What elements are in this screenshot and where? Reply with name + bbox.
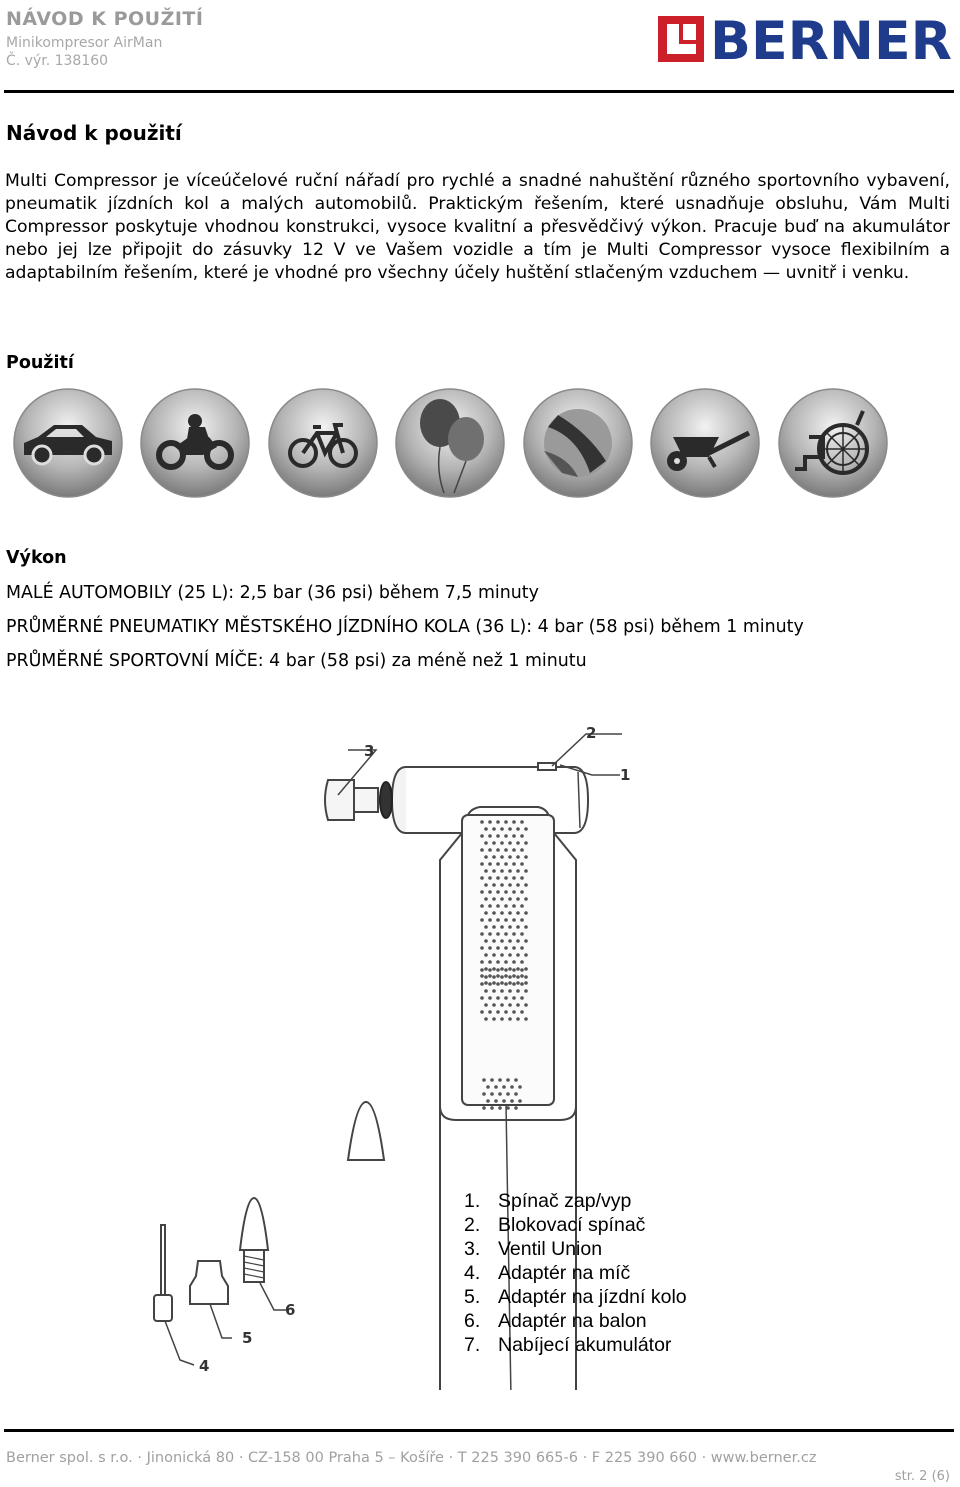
vent-dot xyxy=(488,820,492,824)
vent-dot xyxy=(500,897,504,901)
vent-dot xyxy=(512,876,516,880)
vent-dot xyxy=(496,890,500,894)
vent-dot xyxy=(508,1017,512,1021)
vent-dot xyxy=(480,946,484,950)
vent-dot xyxy=(512,968,516,972)
vent-dot xyxy=(520,974,524,978)
vent-dot xyxy=(500,1003,504,1007)
vent-dot xyxy=(496,996,500,1000)
vent-dot xyxy=(490,1106,494,1110)
vent-dot xyxy=(496,904,500,908)
vent-dot xyxy=(500,911,504,915)
vent-dot xyxy=(500,855,504,859)
vent-dot xyxy=(480,968,484,972)
vent-dot xyxy=(498,1106,502,1110)
vent-dot xyxy=(486,1085,490,1089)
vent-dot xyxy=(480,876,484,880)
vent-dot xyxy=(484,975,488,979)
section-heading-performance: Výkon xyxy=(6,548,67,568)
vent-dot xyxy=(492,939,496,943)
vent-dot xyxy=(488,982,492,986)
page-number: str. 2 (6) xyxy=(894,1469,950,1484)
vent-dot xyxy=(508,827,512,831)
vent-dot xyxy=(484,953,488,957)
vent-dot xyxy=(504,918,508,922)
balloons-icon xyxy=(396,389,504,497)
vent-dot xyxy=(480,974,484,978)
vent-dot xyxy=(504,932,508,936)
vent-dot xyxy=(524,953,528,957)
vent-dot xyxy=(492,981,496,985)
vent-dot xyxy=(516,1003,520,1007)
vent-dot xyxy=(488,946,492,950)
logo-text: BERNER xyxy=(710,14,952,64)
vent-dot xyxy=(480,834,484,838)
vent-dot xyxy=(488,996,492,1000)
vent-dot xyxy=(504,904,508,908)
callout-5: 5 xyxy=(242,1329,253,1347)
vent-dot xyxy=(524,1003,528,1007)
vent-dot xyxy=(484,1017,488,1021)
vent-dot xyxy=(488,862,492,866)
vent-dot xyxy=(504,946,508,950)
vent-dot xyxy=(508,1003,512,1007)
vent-dot xyxy=(494,1099,498,1103)
vent-dot xyxy=(480,982,484,986)
vent-dot xyxy=(504,834,508,838)
spec-line-bicycle: PRŮMĚRNÉ PNEUMATIKY MĚSTSKÉHO JÍZDNÍHO KOLA (36 L): 4 bar (58 psi) během 1 minuty xyxy=(6,617,804,637)
vent-dot xyxy=(488,968,492,972)
vent-dot xyxy=(492,975,496,979)
car-icon xyxy=(14,389,122,497)
vent-dot xyxy=(488,918,492,922)
vent-dot xyxy=(512,834,516,838)
vent-dot xyxy=(482,1092,486,1096)
vent-dot xyxy=(516,841,520,845)
vent-dot xyxy=(500,989,504,993)
vent-dot xyxy=(516,967,520,971)
vent-dot xyxy=(504,960,508,964)
vent-dot xyxy=(496,982,500,986)
vent-dot xyxy=(508,897,512,901)
callout-1: 1 xyxy=(620,766,631,784)
vent-dot xyxy=(500,1017,504,1021)
footer-divider xyxy=(4,1429,954,1432)
vent-dot xyxy=(508,869,512,873)
vent-dot xyxy=(508,841,512,845)
vent-dot xyxy=(484,981,488,985)
vent-dot xyxy=(524,827,528,831)
vent-dot xyxy=(480,1010,484,1014)
vent-dot xyxy=(480,890,484,894)
callout-6: 6 xyxy=(285,1301,296,1319)
vent-dot xyxy=(496,968,500,972)
section-heading-usage: Použití xyxy=(6,353,74,373)
vent-dot xyxy=(480,960,484,964)
ball-icon xyxy=(524,389,632,497)
vent-dot xyxy=(488,904,492,908)
vent-dot xyxy=(516,1017,520,1021)
vent-dot xyxy=(496,876,500,880)
vent-dot xyxy=(488,876,492,880)
vent-dot xyxy=(504,968,508,972)
vent-dot xyxy=(516,989,520,993)
vent-dot xyxy=(524,989,528,993)
vent-dot xyxy=(488,890,492,894)
vent-dot xyxy=(508,967,512,971)
vent-dot xyxy=(524,841,528,845)
legend-item: 5. Adaptér na jízdní kolo xyxy=(464,1286,687,1308)
vent-dot xyxy=(508,939,512,943)
vent-dot xyxy=(520,918,524,922)
vent-dot xyxy=(520,968,524,972)
vent-dot xyxy=(492,827,496,831)
wheelbarrow-icon xyxy=(651,389,759,497)
vent-dot xyxy=(512,862,516,866)
legend-item: 7. Nabíjecí akumulátor xyxy=(464,1334,672,1356)
vent-dot xyxy=(524,925,528,929)
vent-dot xyxy=(488,1010,492,1014)
vent-dot xyxy=(516,939,520,943)
document-title: NÁVOD K POUŽITÍ xyxy=(6,8,204,30)
vent-dot xyxy=(494,1085,498,1089)
vent-dot xyxy=(524,967,528,971)
vent-dot xyxy=(516,897,520,901)
vent-dot xyxy=(484,883,488,887)
vent-dot xyxy=(512,996,516,1000)
vent-dot xyxy=(524,939,528,943)
vent-dot xyxy=(490,1078,494,1082)
vent-dot xyxy=(492,869,496,873)
vent-dot xyxy=(512,982,516,986)
vent-dot xyxy=(524,975,528,979)
vent-dot xyxy=(484,925,488,929)
vent-dot xyxy=(482,1078,486,1082)
vent-dot xyxy=(512,918,516,922)
vent-dot xyxy=(486,1099,490,1103)
intro-paragraph: Multi Compressor je víceúčelové ruční nářadí pro rychlé a snadné nahuštění různého sportovního vybavení, pneumatik jízdních kol a malých automobilů. Praktickým řešením, které usnadňuje obsluhu, Vám Multi Compressor poskytuje vhodnou konstrukci, vysoce kvalitní a přesvědčivý výkon. Pracuje buď na akumulátor nebo jej lze připojit do zásuvky 12 V ve Vašem vozidle a tím je Multi Compressor vysoce flexibilním a adaptabilním řešením, které je vhodné pro všechny účely huštění stlačeným vzduchem — uvnitř i venku. xyxy=(5,171,950,283)
vent-dot xyxy=(512,960,516,964)
vent-dot xyxy=(496,946,500,950)
vent-dot xyxy=(504,974,508,978)
product-name: Minikompresor AirMan xyxy=(6,35,163,51)
vent-dot xyxy=(484,841,488,845)
vent-dot xyxy=(512,946,516,950)
vent-dot xyxy=(504,996,508,1000)
vent-dot xyxy=(484,855,488,859)
vent-dot xyxy=(516,883,520,887)
vent-dot xyxy=(516,981,520,985)
parts-legend xyxy=(464,1189,687,1357)
vent-dot xyxy=(484,897,488,901)
vent-dot xyxy=(512,974,516,978)
spec-line-balls: PRŮMĚRNÉ SPORTOVNÍ MÍČE: 4 bar (58 psi) za méně než 1 minutu xyxy=(6,651,587,671)
vent-dot xyxy=(488,834,492,838)
vent-dot xyxy=(510,1085,514,1089)
vent-dot xyxy=(524,869,528,873)
section-heading-instructions: Návod k použití xyxy=(6,121,182,145)
berner-logo xyxy=(658,14,954,64)
vent-dot xyxy=(518,1099,522,1103)
vent-dot xyxy=(480,848,484,852)
vent-dot xyxy=(500,939,504,943)
vent-dot xyxy=(500,975,504,979)
vent-dot xyxy=(506,1092,510,1096)
vent-dot xyxy=(504,862,508,866)
vent-dot xyxy=(500,953,504,957)
vent-dot xyxy=(516,925,520,929)
vent-dot xyxy=(516,855,520,859)
vent-dot xyxy=(512,932,516,936)
vent-dot xyxy=(480,862,484,866)
callout-4: 4 xyxy=(199,1357,210,1375)
vent-dot xyxy=(492,953,496,957)
vent-dot xyxy=(524,981,528,985)
vent-dot xyxy=(500,925,504,929)
vent-dot xyxy=(498,1078,502,1082)
callout-2: 2 xyxy=(586,724,597,742)
vent-dot xyxy=(480,820,484,824)
vent-dot xyxy=(512,1010,516,1014)
vent-dot xyxy=(502,1099,506,1103)
vent-dot xyxy=(514,1078,518,1082)
vent-dot xyxy=(520,890,524,894)
vent-dot xyxy=(500,981,504,985)
vent-dot xyxy=(496,960,500,964)
vent-dot xyxy=(520,834,524,838)
callout-3: 3 xyxy=(364,742,375,760)
legend-item: 1. Spínač zap/vyp xyxy=(464,1190,632,1212)
vent-dot xyxy=(492,925,496,929)
vent-dot xyxy=(492,1003,496,1007)
vent-dot xyxy=(524,883,528,887)
vent-dot xyxy=(498,1092,502,1096)
vent-dot xyxy=(520,820,524,824)
vent-dot xyxy=(520,862,524,866)
vent-dot xyxy=(508,925,512,929)
vent-dot xyxy=(492,883,496,887)
legend-item: 6. Adaptér na balon xyxy=(464,1310,647,1332)
vent-dot xyxy=(502,1085,506,1089)
vent-dot xyxy=(504,820,508,824)
vent-dot xyxy=(512,890,516,894)
vent-dot xyxy=(524,897,528,901)
spec-line-cars: MALÉ AUTOMOBILY (25 L): 2,5 bar (36 psi) během 7,5 minuty xyxy=(6,583,539,603)
vent-dot xyxy=(506,1078,510,1082)
vent-dot xyxy=(492,855,496,859)
vent-dot xyxy=(512,820,516,824)
vent-dot xyxy=(512,848,516,852)
vent-dot xyxy=(492,1017,496,1021)
vent-dot xyxy=(516,953,520,957)
vent-dot xyxy=(516,827,520,831)
vent-dot xyxy=(520,996,524,1000)
vent-dot xyxy=(496,862,500,866)
vent-dot xyxy=(492,841,496,845)
vent-dot xyxy=(484,911,488,915)
vent-dot xyxy=(488,960,492,964)
vent-dot xyxy=(514,1092,518,1096)
vent-dot xyxy=(480,918,484,922)
vent-dot xyxy=(518,1085,522,1089)
vent-dot xyxy=(496,918,500,922)
vent-dot xyxy=(524,1017,528,1021)
vent-dot xyxy=(514,1106,518,1110)
vent-dot xyxy=(520,876,524,880)
usage-icons xyxy=(12,386,892,501)
vent-dot xyxy=(504,848,508,852)
vent-dot xyxy=(496,820,500,824)
vent-dot xyxy=(516,975,520,979)
legend-item: 3. Ventil Union xyxy=(464,1238,603,1260)
vent-dot xyxy=(516,869,520,873)
vent-dot xyxy=(484,989,488,993)
vent-dot xyxy=(504,982,508,986)
vent-dot xyxy=(520,946,524,950)
vent-dot xyxy=(484,869,488,873)
vent-dot xyxy=(482,1106,486,1110)
vent-dot xyxy=(508,883,512,887)
vent-dot xyxy=(488,974,492,978)
vent-dot xyxy=(496,974,500,978)
vent-dot xyxy=(496,834,500,838)
wheelchair-icon xyxy=(779,389,887,497)
vent-dot xyxy=(508,855,512,859)
legend-item: 4. Adaptér na míč xyxy=(464,1262,631,1284)
vent-dot xyxy=(496,848,500,852)
vent-dot xyxy=(488,932,492,936)
vent-dot xyxy=(508,989,512,993)
legend-item: 2. Blokovací spínač xyxy=(464,1214,646,1236)
motorcycle-icon xyxy=(141,389,249,497)
vent-dot xyxy=(504,890,508,894)
item-number: Č. výr. 138160 xyxy=(6,53,109,69)
vent-dot xyxy=(524,911,528,915)
vent-dot xyxy=(484,939,488,943)
vent-dot xyxy=(520,904,524,908)
vent-dot xyxy=(480,932,484,936)
vent-dot xyxy=(492,967,496,971)
header-divider xyxy=(4,90,954,93)
vent-dot xyxy=(510,1099,514,1103)
vent-dot xyxy=(508,981,512,985)
vent-dot xyxy=(490,1092,494,1096)
vent-dot xyxy=(484,1003,488,1007)
vent-dot xyxy=(508,953,512,957)
vent-dot xyxy=(480,996,484,1000)
vent-dot xyxy=(508,975,512,979)
vent-dot xyxy=(520,1010,524,1014)
vent-dot xyxy=(520,848,524,852)
bicycle-icon xyxy=(269,389,377,497)
vent-dot xyxy=(500,869,504,873)
vent-dot xyxy=(496,932,500,936)
vent-dot xyxy=(480,904,484,908)
vent-dot xyxy=(484,967,488,971)
vent-dot xyxy=(524,855,528,859)
vent-dot xyxy=(492,989,496,993)
vent-dot xyxy=(520,960,524,964)
vent-dot xyxy=(500,841,504,845)
vent-dot xyxy=(496,1010,500,1014)
vent-dot xyxy=(516,911,520,915)
vent-dot xyxy=(492,897,496,901)
vent-dot xyxy=(504,876,508,880)
vent-dot xyxy=(500,883,504,887)
vent-dot xyxy=(492,911,496,915)
vent-dot xyxy=(484,827,488,831)
vent-dot xyxy=(512,904,516,908)
vent-dot xyxy=(500,967,504,971)
vent-dot xyxy=(500,827,504,831)
footer-address: Berner spol. s r.o. · Jinonická 80 · CZ-158 00 Praha 5 – Košíře · T 225 390 665-6 · F 225 390 660 · www.berner.cz xyxy=(6,1450,817,1466)
vent-dot xyxy=(504,1010,508,1014)
vent-dot xyxy=(508,911,512,915)
vent-dot xyxy=(520,982,524,986)
vent-dot xyxy=(488,848,492,852)
vent-dot xyxy=(520,932,524,936)
